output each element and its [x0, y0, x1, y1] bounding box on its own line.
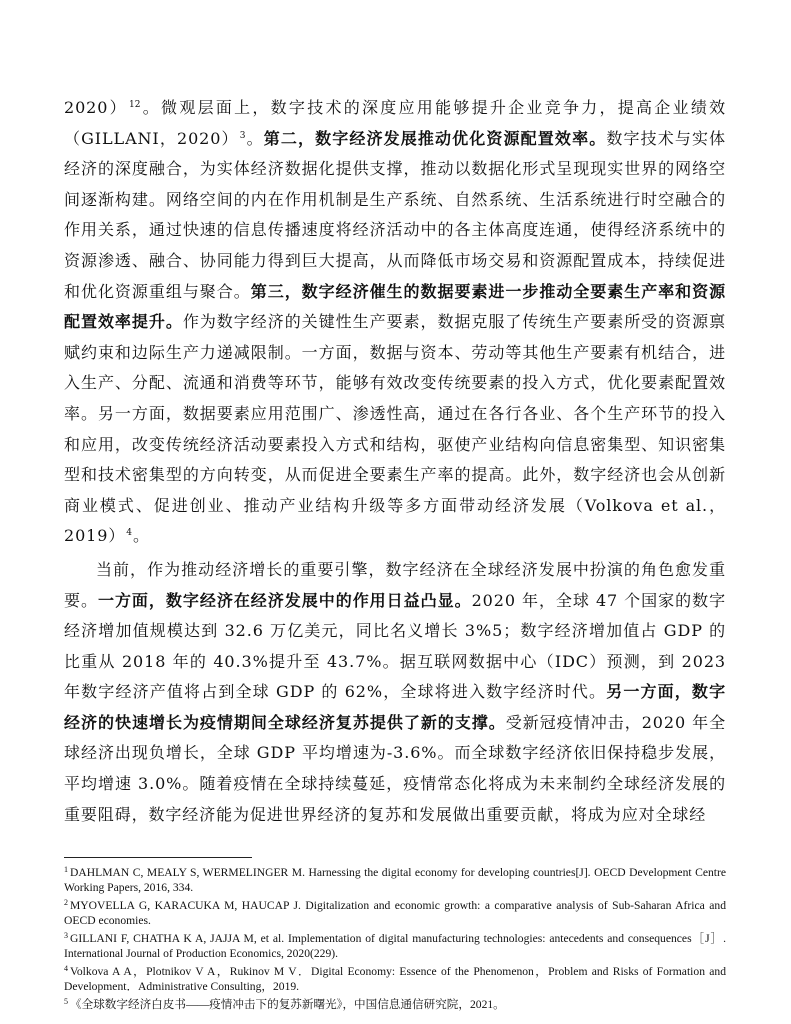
bold-statement: 第三，数字经济催生的数据要素进一步推动全要素生产率和资源配置效率提升。 — [64, 281, 727, 332]
footnotes — [64, 862, 726, 1012]
footnote-ref: 4 — [126, 528, 132, 539]
footnote-number: 2 — [64, 898, 68, 907]
text-run: 数字技术与实体经济的深度融合，为实体经济数据化提供支撑，推动以数据化形式呈现现实世界的网络空间逐渐构建。网络空间的内在作用机制是生产系统、自然系统、生活系统进行时空融合的作用关系，通过快速的信息传播速度将经济活动中的各主体高度连通，使得经济系统中的资源渗透、融合、协同能力得到巨大提高，从而降低市场交易和资源配置成本，持续促进和优化资源重组与聚合。 — [64, 128, 726, 301]
footnote-text: MYOVELLA G, KARACUKA M, HAUCAP J. Digitalization and economic growth: a comparative analysis of Sub-Saharan Africa and OECD economies. — [64, 899, 726, 927]
footnote-number: 4 — [64, 964, 68, 973]
text-run: 。 — [246, 128, 264, 148]
body-text — [64, 93, 726, 830]
footnote-text: GILLANI F, CHATHA K A, JAJJA M, et al. Implementation of digital manufacturing technologies: antecedents and consequences［J］. International Journal of Production Economics, 2020(229). — [64, 932, 726, 960]
text-run: 。 — [132, 526, 150, 546]
footnote-text: DAHLMAN C, MEALY S, WERMELINGER M. Harnessing the digital economy for developing countries[J]. OECD Development Centre Working Papers, 2016, 334. — [64, 866, 726, 894]
footnote-text: Volkova A A，Plotnikov V A，Rukinov M V．Digital Economy: Essence of the Phenomenon，Problem and Risks of Formation and Development．Administrative Consulting，2019. — [64, 965, 726, 993]
text-run: 2020） — [64, 98, 128, 117]
paragraph — [64, 555, 726, 830]
footnote-ref: 12 — [128, 100, 141, 110]
footnote-number: 3 — [64, 931, 68, 940]
text-run: 受新冠疫情冲击，2020 年全球经济出现负增长，全球 GDP 平均增速为-3.6%。而全球数字经济依旧保持稳步发展，平均增速 3.0%。随着疫情在全球持续蔓延，疫情常态化将成为未来制约全球经济发展的重要阻碍，数字经济能为促进世界经济的复苏和发展做出重要贡献，将成为应对全球经 — [64, 712, 726, 824]
footnote-text: 《全球数字经济白皮书——疫情冲击下的复苏新曙光》，中国信息通信研究院，2021。 — [70, 998, 505, 1011]
footnote — [64, 895, 726, 928]
footnote — [64, 928, 726, 961]
text-run: 。微观层面上，数字技术的深度应用能够提升企业竞争力，提高企业绩效（GILLANI，2020） — [64, 98, 727, 148]
paragraph — [64, 93, 726, 552]
footnote — [64, 961, 726, 994]
text-run: 2020 年，全球 47 个国家的数字经济增加值规模达到 32.6 万亿美元，同比名义增长 3%5；数字经济增加值占 GDP 的比重从 2018 年的 40.3%提升至 43.7%。据互联网数据中心（IDC）预测，到 2023 年数字经济产值将占到全球 GDP 的 62%，全球将进入数字经济时代。 — [64, 590, 726, 702]
text-run: 作为数字经济的关键性生产要素，数据克服了传统生产要素所受的资源禀赋约束和边际生产力递减限制。一方面，数据与资本、劳动等其他生产要素有机结合，进入生产、分配、流通和消费等环节，能够有效改变传统要素的投入方式，优化要素配置效率。另一方面，数据要素应用范围广、渗透性高，通过在各行各业、各个生产环节的投入和应用，改变传统经济活动要素投入方式和结构，驱使产业结构向信息密集型、知识密集型和技术密集型的方向转变，从而促进全要素生产率的提高。此外，数字经济也会从创新商业模式、促进创业、推动产业结构升级等多方面带动经济发展（Volkova et al.，2019） — [64, 312, 726, 546]
footnote-ref: 3 — [239, 130, 246, 141]
footnote-number: 5 — [64, 997, 68, 1006]
bold-statement: 一方面，数字经济在经济发展中的作用日益凸显。 — [97, 590, 472, 610]
footnote — [64, 994, 726, 1012]
footnote — [64, 862, 726, 895]
bold-statement: 第二，数字经济发展推动优化资源配置效率。 — [263, 128, 607, 148]
bold-statement: 另一方面，数字经济的快速增长为疫情期间全球经济复苏提供了新的支撑。 — [64, 682, 726, 732]
footnote-divider — [64, 857, 252, 858]
footnote-number: 1 — [64, 865, 68, 874]
text-run: 当前，作为推动经济增长的重要引擎，数字经济在全球经济发展中扮演的角色愈发重要。 — [64, 559, 726, 610]
